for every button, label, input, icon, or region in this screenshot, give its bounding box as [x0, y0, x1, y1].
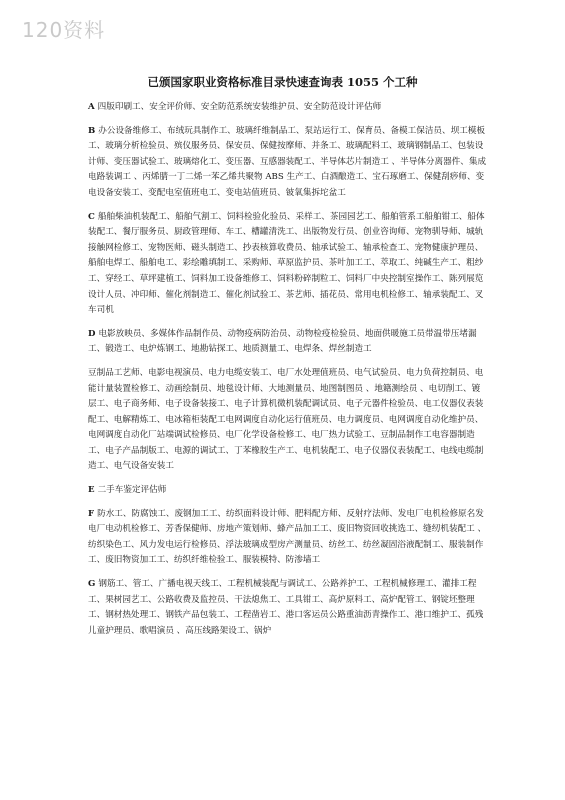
section-text: 办公设备维修工、布绒玩具制作工、玻璃纤维制品工、泵站运行工、保育员、备模工保洁员、坝工模板工、玻璃分析检验员、殡仪服务员、保安员、保健按摩师、并条工、玻璃配料工、玻璃钢制品工、包装设计师、变压器试验工、玻璃熔化工、变压器、互感器装配工、半导体芯片制造工 、半导体分离器件、集成电路装调工 、丙烯腈一丁二烯一苯乙烯共聚物 ABS 生产工、白酒酿造工、宝石琢磨工、保健刮痧师、变电设备安装工、变配电室值班电工、变电站值班员、铍氧集拆坨盆工: [88, 125, 487, 198]
section-text: 四版印刷工、安全评价师、安全防范系统安装维护员、安全防范设计评估师: [97, 102, 382, 112]
page-title: 已颁国家职业资格标准目录快速查询表 1055 个工种: [147, 75, 418, 89]
section-text: 豆制品工艺师、电影电视演员、电力电缆安装工、电厂水处理值班员、电气试验员、电力负荷控制员、电能计量装置检修工、动画绘制员、地毯设计师、大地测量员、地图制图员 、地籍测绘员 、电切削工、镀层工、电子商务师、电子设备装接工、电子计算机微机装配调试员、电子元器件检验员、电工仪器仪表装配工、电解精炼工、电冰箱柜装配工电网调度自动化运行值班员、电力调度员、电网调度自动化维护员、电网调度自动化厂站端调试检修员、电厂化学设备检修工、电厂热力试验工、豆制品制作工电容器制造工、电子产品制版工、电源的调试工、丁苯橡胶生产工、电机装配工、电子仪器仪表装配工、电线电缆制造工、电气设备安装工: [88, 367, 484, 472]
section-letter: D: [88, 328, 96, 339]
section-a: [88, 100, 488, 116]
section-letter: B: [88, 125, 96, 136]
section-letter: F: [88, 508, 95, 519]
section-text: 防水工、防腐蚀工、废钢加工工、纺织面料设计师、肥料配方师、反射疗法师、发电厂电机检修原名发电厂电动机检修工、芳香保健师、房地产策划师、蜂产品加工工、废旧物资回收挑选工、缝纫机装配工 、纺织染色工、风力发电运行检修员、浮法玻璃成型房产测量员、纺丝工、纺丝凝固浴液配制工、服装制作工、废旧物资加工工、纺织纤维检验工、服装模特、防渗墙工: [88, 508, 487, 566]
section-letter: C: [88, 211, 95, 222]
section-text: 船舶柴油机装配工、船舶气割工、饲料检验化验员、采样工、茶园园艺工、船舶管系工船舶钳工、船体装配工、餐厅服务员、厨政管理师、车工、槽罐清洗工、出版物发行员、创业咨询师、宠物驯导师、城轨接触网检修工、宠物医师、磁头制造工、抄表核算收费员、轴承试验工、轴承检查工、宠物健康护理员、船舶电焊工、船舶电工、彩绘雕填制工、采购师、草原监护员、茶叶加工工、萃取工、纯碱生产工、粗纱工、穿经工、草坪建植工、饲料加工设备维修工、饲料粉碎制粒工、饲料厂中央控制室操作工、陈列展览设计人员、冲印师、催化剂制造工、催化剂试验工、茶艺师、插花员、常用电机检修工、轴承装配工、叉车司机: [88, 211, 485, 316]
section-d-continued: [88, 366, 488, 475]
section-text: 二手车鉴定评估师: [97, 485, 167, 496]
section-letter: E: [88, 485, 95, 496]
section-c: [88, 210, 488, 319]
section-f: [88, 507, 488, 569]
section-d: [88, 327, 488, 358]
section-g: [88, 577, 488, 639]
section-b: [88, 124, 488, 202]
section-text: 钢筋工、管工、广播电视天线工、工程机械装配与调试工、公路养护工、工程机械修理工、灌排工程工、果树园艺工、公路收费及监控员、干法熄焦工、工具钳工、高炉原料工、高炉配管工、钢锭坯整理工、钢材热处理工、钢铁产品包装工、工程凿岩工、港口客运员公路重油沥青操作工、港口维护工、孤残儿童护理员、歌唱演员 、高压线路架设工、锅炉: [88, 579, 484, 636]
section-letter: G: [88, 579, 96, 590]
section-letter: A: [88, 102, 95, 112]
section-text: 电影放映员、多媒体作品制作员、动物疫病防治员、动物检疫检验员、地面供暖施工员带温带压堵漏工、锻造工、电炉炼钢工、地勘钻探工、地质测量工、电焊条、焊丝制造工: [88, 328, 477, 355]
document-body: [88, 100, 488, 647]
watermark-logo: 120资料: [22, 18, 106, 42]
section-e: [88, 483, 488, 499]
